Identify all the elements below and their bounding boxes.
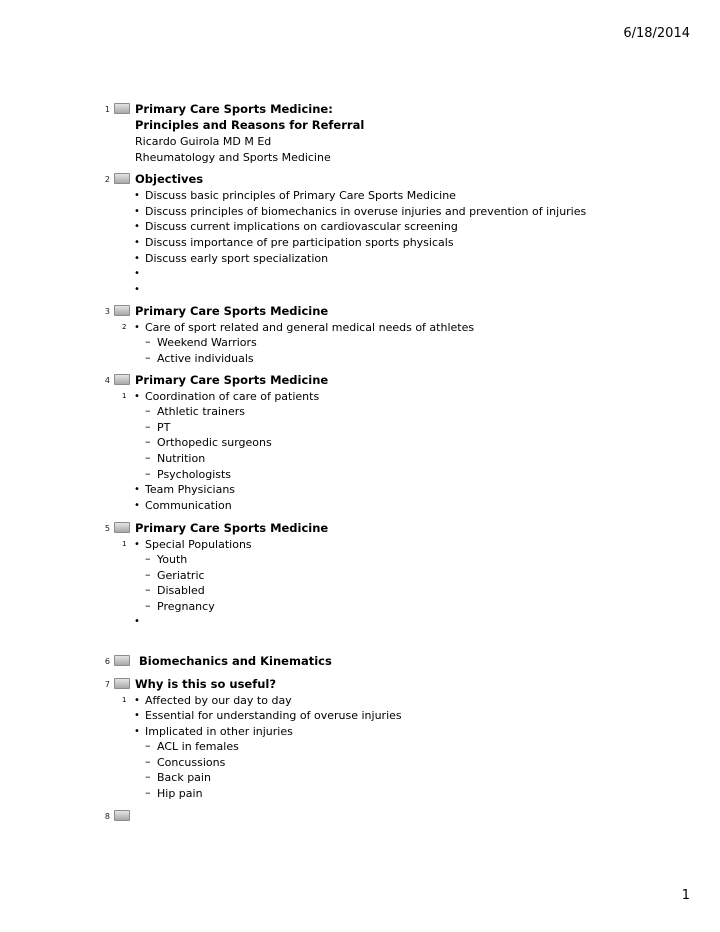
- bullet-item: Essential for understanding of overuse injuries: [145, 709, 402, 722]
- slide-number: 5: [104, 524, 110, 533]
- slide-number: 7: [104, 680, 110, 689]
- sub-bullet-item: Nutrition: [157, 452, 206, 465]
- bullet-icon: •: [134, 237, 140, 248]
- slide-number: 1: [104, 105, 110, 114]
- sub-bullet-item: Disabled: [157, 584, 205, 597]
- dash-icon: –: [145, 420, 151, 433]
- slide-title: Primary Care Sports Medicine: [135, 373, 329, 387]
- bullet-icon: •: [134, 206, 140, 217]
- bullet-icon: •: [134, 221, 140, 232]
- dash-icon: –: [145, 335, 151, 348]
- slide-thumbnail-icon[interactable]: [114, 103, 130, 114]
- dash-icon: –: [145, 739, 151, 752]
- slide-number: 4: [104, 376, 110, 385]
- sub-bullet-item: Orthopedic surgeons: [157, 436, 272, 449]
- sub-bullet-item: ACL in females: [157, 740, 239, 753]
- slide-title: Primary Care Sports Medicine: Principles and Reasons for Referral: [135, 102, 365, 132]
- bullet-icon: •: [134, 710, 140, 721]
- sub-bullet-item: PT: [157, 421, 171, 434]
- sub-bullet-item: Geriatric: [157, 569, 205, 582]
- bullet-icon: •: [134, 484, 140, 495]
- slide-number: 8: [104, 812, 110, 821]
- sub-bullet-item: Pregnancy: [157, 600, 215, 613]
- sub-bullet-item: Concussions: [157, 756, 226, 769]
- bullet-icon: •: [134, 190, 140, 201]
- bullet-icon: •: [134, 284, 140, 295]
- print-date: 6/18/2014: [623, 26, 690, 41]
- bullet-icon: •: [134, 695, 140, 706]
- sub-bullet-item: Hip pain: [157, 787, 203, 800]
- bullet-item: Implicated in other injuries: [145, 725, 293, 738]
- dash-icon: –: [145, 583, 151, 596]
- sub-bullet-item: Back pain: [157, 771, 211, 784]
- dash-icon: –: [145, 404, 151, 417]
- slide-thumbnail-icon[interactable]: [114, 374, 130, 385]
- indent-level: 1: [122, 540, 127, 548]
- slide-text-line: Ricardo Guirola MD M Ed: [135, 135, 272, 148]
- indent-level: 1: [122, 696, 127, 704]
- bullet-item: Care of sport related and general medical needs of athletes: [145, 321, 475, 334]
- page-number: 1: [681, 888, 690, 903]
- slide-title: Objectives: [135, 172, 204, 186]
- bullet-icon: •: [134, 253, 140, 264]
- dash-icon: –: [145, 599, 151, 612]
- bullet-item: Team Physicians: [145, 483, 236, 496]
- dash-icon: –: [145, 552, 151, 565]
- sub-bullet-item: Psychologists: [157, 468, 232, 481]
- slide-thumbnail-icon[interactable]: [114, 522, 130, 533]
- bullet-item: Discuss current implications on cardiovascular screening: [145, 220, 458, 233]
- bullet-item: Discuss importance of pre participation sports physicals: [145, 236, 454, 249]
- dash-icon: –: [145, 770, 151, 783]
- bullet-icon: •: [134, 616, 140, 627]
- slide-number: 6: [104, 657, 110, 666]
- slide-thumbnail-icon[interactable]: [114, 305, 130, 316]
- sub-bullet-item: Weekend Warriors: [157, 336, 257, 349]
- dash-icon: –: [145, 435, 151, 448]
- dash-icon: –: [145, 568, 151, 581]
- slide-thumbnail-icon[interactable]: [114, 173, 130, 184]
- bullet-item: Coordination of care of patients: [145, 390, 320, 403]
- slide-title: Why is this so useful?: [135, 677, 277, 691]
- bullet-icon: •: [134, 726, 140, 737]
- bullet-icon: •: [134, 500, 140, 511]
- slide-thumbnail-icon[interactable]: [114, 810, 130, 821]
- sub-bullet-item: Youth: [157, 553, 188, 566]
- dash-icon: –: [145, 467, 151, 480]
- slide-number: 2: [104, 175, 110, 184]
- dash-icon: –: [145, 451, 151, 464]
- dash-icon: –: [145, 351, 151, 364]
- bullet-icon: •: [134, 391, 140, 402]
- slide-title: Biomechanics and Kinematics: [135, 654, 332, 668]
- bullet-icon: •: [134, 268, 140, 279]
- dash-icon: –: [145, 786, 151, 799]
- sub-bullet-item: Active individuals: [157, 352, 254, 365]
- slide-text-line: Rheumatology and Sports Medicine: [135, 151, 331, 164]
- slide-thumbnail-icon[interactable]: [114, 678, 130, 689]
- bullet-icon: •: [134, 322, 140, 333]
- bullet-item: Discuss principles of biomechanics in overuse injuries and prevention of injuries: [145, 205, 587, 218]
- slide-title: Primary Care Sports Medicine: [135, 521, 329, 535]
- sub-bullet-item: Athletic trainers: [157, 405, 245, 418]
- indent-level: 1: [122, 392, 127, 400]
- bullet-icon: •: [134, 539, 140, 550]
- slide-number: 3: [104, 307, 110, 316]
- bullet-item: Communication: [145, 499, 232, 512]
- dash-icon: –: [145, 755, 151, 768]
- bullet-item: Affected by our day to day: [145, 694, 292, 707]
- bullet-item: Discuss early sport specialization: [145, 252, 329, 265]
- bullet-item: Discuss basic principles of Primary Care Sports Medicine: [145, 189, 456, 202]
- slide-title: Primary Care Sports Medicine: [135, 304, 329, 318]
- bullet-item: Special Populations: [145, 538, 252, 551]
- indent-level: 2: [122, 323, 127, 331]
- slide-thumbnail-icon[interactable]: [114, 655, 130, 666]
